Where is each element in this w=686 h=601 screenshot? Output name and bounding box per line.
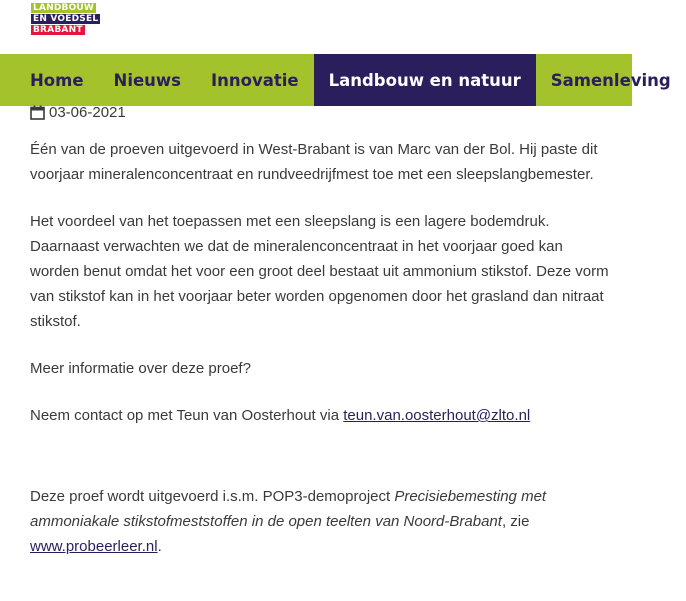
date-text: 03-06-2021	[49, 104, 126, 121]
project-end: .	[157, 538, 162, 555]
spacer	[30, 450, 610, 484]
contact-text: Neem contact op met Teun van Oosterhout via	[30, 407, 344, 424]
nav-item-home[interactable]: Home	[30, 70, 84, 90]
logo-line-1: LANDBOUW	[33, 3, 95, 13]
paragraph-3: Meer informatie over deze proef?	[30, 360, 251, 377]
nav-item-landbouw-en-natuur[interactable]: Landbouw en natuur	[314, 54, 536, 106]
logo-line-3: BRABANT	[33, 25, 83, 35]
paragraph-1: Één van de proeven uitgevoerd in West-Brabant is van Marc van der Bol. Hij paste dit voorjaar mineralenconcentraat en rundveedrijfmest toe met een sleepslangbemester.	[30, 141, 598, 183]
probeerleer-link[interactable]: www.probeerleer.nl	[30, 538, 158, 555]
project-text: Deze proef wordt uitgevoerd i.s.m. POP3-demoproject	[30, 488, 395, 505]
site-logo[interactable]	[31, 3, 100, 36]
paragraph-2: Het voordeel van het toepassen met een sleepslang is een lagere bodemdruk. Daarnaast verwachten we dat de mineralenconcentraat in het voorjaar goed kan worden benut omdat het voor een groot deel bestaat uit ammonium stikstof. Deze vorm van stikstof kan in het voorjaar beter worden opgenomen door het grasland dan nitraat stikstof.	[30, 213, 609, 330]
logo-line-2: EN VOEDSEL	[33, 14, 99, 24]
email-link[interactable]: teun.van.oosterhout@zlto.nl	[343, 407, 531, 424]
project-after: , zie	[501, 513, 530, 530]
nav-item-samenleving[interactable]: Samenleving	[550, 70, 671, 90]
nav-item-innovatie[interactable]: Innovatie	[211, 70, 299, 90]
calendar-icon	[30, 105, 45, 120]
project-title: Precisiebemesting met ammoniakale stikstofmeststoffen in de open teelten van Noord-Brabant	[30, 488, 547, 530]
paragraph-project	[30, 484, 610, 559]
article-body	[30, 137, 610, 581]
paragraph-contact	[30, 403, 610, 428]
main-navigation	[0, 54, 671, 106]
article-date	[30, 104, 126, 121]
nav-item-nieuws[interactable]: Nieuws	[113, 70, 181, 90]
